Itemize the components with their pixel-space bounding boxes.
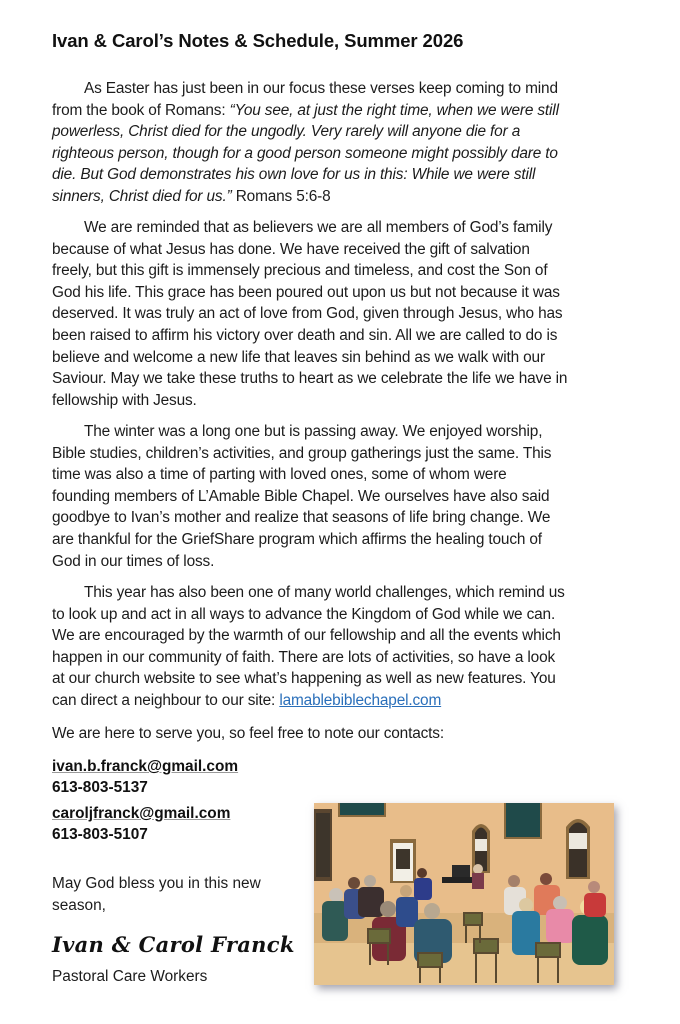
text-line xyxy=(20,486,628,508)
text-line xyxy=(52,217,628,239)
text-line xyxy=(20,647,628,669)
phone-carol: 613-803-5107 xyxy=(52,826,148,843)
text-line xyxy=(20,282,628,304)
text-line xyxy=(20,347,628,369)
text-segment: As Easter has just been in our focus these verses keep coming to mind xyxy=(84,80,558,97)
text-line xyxy=(20,325,628,347)
text-line xyxy=(20,390,628,412)
text-line xyxy=(20,186,628,208)
contact-carol xyxy=(52,803,312,845)
paragraph-winter xyxy=(52,421,628,572)
text-line xyxy=(20,507,628,529)
contacts-intro: We are here to serve you, so feel free to note our contacts: xyxy=(52,725,444,742)
text-segment: Saviour. May we take these truths to heart as we celebrate the life we have in xyxy=(52,370,568,388)
phone-ivan: 613-803-5137 xyxy=(52,779,148,796)
text-segment: are thankful for the GriefShare program which affirms the healing touch of xyxy=(52,530,542,548)
text-line xyxy=(52,421,628,443)
text-line xyxy=(20,604,628,626)
signature: Ivan & Carol Franck xyxy=(52,932,295,957)
text-segment: God in our times of loss. xyxy=(52,552,215,570)
photo-illustration xyxy=(314,803,614,985)
text-line xyxy=(20,143,628,165)
text-segment: Bible studies, children’s activities, and group gatherings just the same. This xyxy=(52,444,552,462)
text-segment: This year has also been one of many world challenges, which remind us xyxy=(84,584,565,601)
closing-line: season, xyxy=(52,896,106,914)
text-segment: can direct a neighbour to our site: xyxy=(52,691,280,709)
scripture-quote: sinners, Christ died for us.” xyxy=(52,187,232,205)
text-line xyxy=(20,239,628,261)
text-segment: at our church website to see what’s happening as well as new features. You xyxy=(52,670,556,688)
contact-ivan xyxy=(52,756,312,798)
text-line xyxy=(20,303,628,325)
text-line xyxy=(20,368,628,390)
text-segment: because of what Jesus has done. We have received the gift of salvation xyxy=(52,240,530,258)
text-segment: time was also a time of parting with loved ones, some of whom were xyxy=(52,466,507,484)
text-line xyxy=(20,100,628,122)
contact-list xyxy=(52,756,312,850)
text-line xyxy=(20,260,628,282)
text-segment: We are reminded that as believers we are all members of God’s family xyxy=(84,219,553,236)
email-link-ivan[interactable]: ivan.b.franck@gmail.com xyxy=(52,758,239,775)
text-segment: We are encouraged by the warmth of our fellowship and all the events which xyxy=(52,627,561,645)
paragraph-reminded xyxy=(52,217,628,411)
text-line xyxy=(20,464,628,486)
text-segment: God his life. This grace has been poured out upon us but not because it was xyxy=(52,283,560,301)
text-segment: happen in our community of faith. There are lots of activities, so have a look xyxy=(52,648,556,666)
scripture-quote: “You see, at just the right time, when we were still xyxy=(229,101,559,119)
paragraph-world-challenges xyxy=(52,582,628,712)
text-segment: deserved. It was truly an act of love from God, given through Jesus, who has xyxy=(52,305,563,323)
text-line xyxy=(52,78,628,100)
email-link-carol[interactable]: caroljfranck@gmail.com xyxy=(52,805,231,822)
paragraph-romans xyxy=(52,78,628,208)
text-line xyxy=(20,529,628,551)
text-segment: been raised to affirm his victory over death and sin. All we are called to do is xyxy=(52,326,558,344)
text-segment: The winter was a long one but is passing away. We enjoyed worship, xyxy=(84,423,543,440)
text-line xyxy=(20,164,628,186)
role-title: Pastoral Care Workers xyxy=(52,968,208,985)
scripture-quote: righteous person, though for a good person someone might possibly dare to xyxy=(52,144,558,162)
scripture-quote: die. But God demonstrates his own love for us in this: While we were still xyxy=(52,166,536,184)
closing-line: May God bless you in this new xyxy=(52,875,261,892)
text-segment: Romans 5:6-8 xyxy=(231,187,331,205)
website-link[interactable]: lamablebiblechapel.com xyxy=(279,691,442,709)
page-title: Ivan & Carol’s Notes & Schedule, Summer 2026 xyxy=(52,30,464,51)
text-line xyxy=(20,690,628,712)
text-segment: founding members of L’Amable Bible Chapel. We ourselves have also said xyxy=(52,487,550,505)
text-line xyxy=(20,443,628,465)
text-line xyxy=(20,625,628,647)
text-segment: from the book of Romans: xyxy=(52,101,230,119)
text-segment: believe and welcome a new life that leaves sin behind as we walk with our xyxy=(52,348,545,366)
closing-blessing xyxy=(52,873,302,916)
text-line xyxy=(20,668,628,690)
text-segment: to look up and act in all ways to advance the Kingdom of God while we can. xyxy=(52,605,556,623)
text-segment: freely, but this gift is immensely precious and timeless, and cost the Son of xyxy=(52,262,548,280)
text-line xyxy=(20,121,628,143)
text-segment: fellowship with Jesus. xyxy=(52,391,197,409)
scripture-quote: powerless, Christ died for the ungodly. Very rarely will anyone die for a xyxy=(52,123,521,141)
text-line xyxy=(52,582,628,604)
group-singing-photo xyxy=(314,803,614,985)
text-line xyxy=(20,551,628,573)
text-segment: goodbye to Ivan’s mother and realize that seasons of life bring change. We xyxy=(52,509,551,527)
